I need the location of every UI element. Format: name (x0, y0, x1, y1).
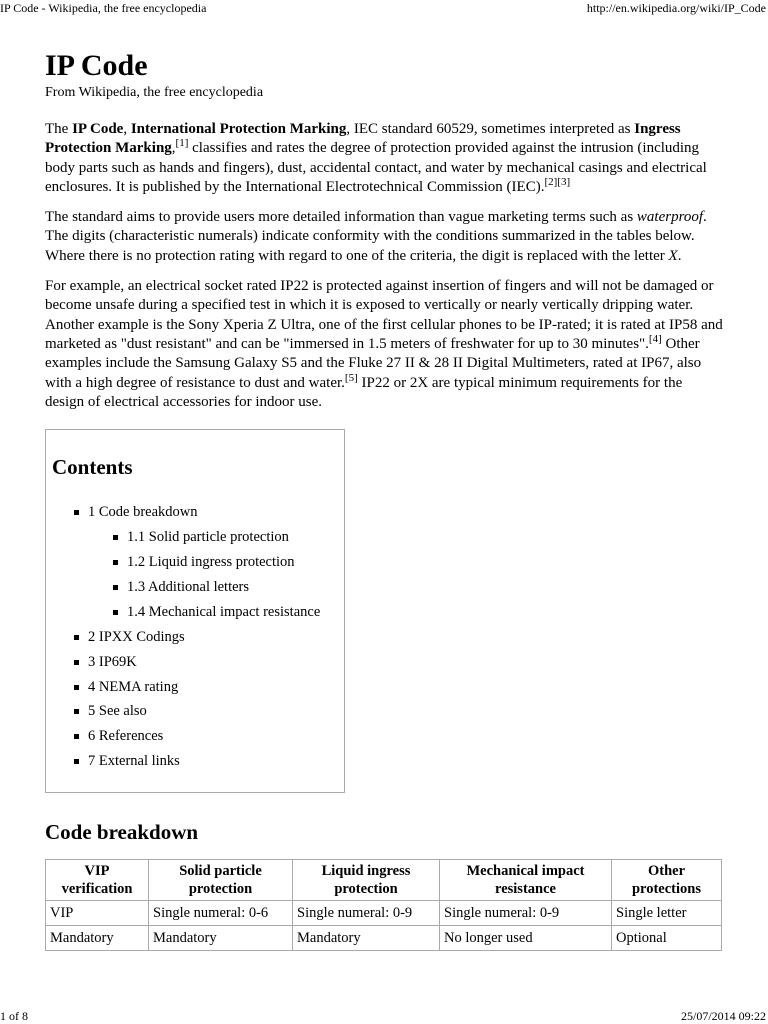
toc-item-solid-particle-protection[interactable]: 1.1 Solid particle protection (52, 525, 338, 550)
italic-waterproof: waterproof (636, 209, 704, 226)
article-title: IP Code (45, 49, 148, 82)
table-cell: Single numeral: 0-9 (440, 901, 612, 926)
bullet-icon (74, 709, 79, 714)
article-content (45, 48, 725, 951)
toc-item-see-also[interactable]: 5 See also (52, 699, 338, 724)
table-of-contents (45, 429, 345, 793)
reference-5[interactable]: [5] (344, 371, 358, 384)
table-cell: Mandatory (293, 926, 440, 951)
bullet-icon (74, 510, 79, 515)
bullet-icon (74, 759, 79, 764)
browser-header (0, 0, 768, 18)
bold-international-protection-marking: International Protection Marking (130, 121, 347, 137)
bullet-icon (113, 535, 118, 540)
code-breakdown-table (45, 859, 722, 951)
browser-footer (0, 1008, 768, 1024)
toc-item-references[interactable]: 6 References (52, 724, 338, 749)
table-header-cell: Mechanical impact resistance (440, 860, 612, 901)
reference-3[interactable]: [3] (557, 175, 571, 188)
table-cell: Mandatory (149, 926, 293, 951)
bold-ip-code: IP Code (72, 121, 124, 137)
example-paragraph: For example, an electrical socket rated IP22 is protected against insertion of fingers and will not be damaged or become unsafe during a specified test in which it is exposed to vertically or nearly vertically dripping water. Another example is the Sony Xperia Z Ultra, one of the first cellular phones to be IP-rated; it is rated at IP58 and marketed as "dust resistant" and can be "immersed in 1.5 meters of freshwater for up to 30 minutes".[4] Other examples include the Samsung Galaxy S5 and the Fluke 27 II & 28 II Digital Multimeters, rated at IP67, also with a high degree of resistance to dust and water.[5] IP22 or 2X are typical minimum requirements for the design of electrical accessories for indoor use. (45, 278, 723, 410)
toc-item-nema-rating[interactable]: 4 NEMA rating (52, 675, 338, 700)
standard-paragraph: The standard aims to provide users more detailed information than vague marketing terms such as waterproof. The digits (characteristic numerals) indicate conformity with the conditions summarized in the tables below. Where there is no protection rating with regard to one of the criteria, the digit is replaced with the letter X. (45, 209, 707, 264)
page-title-header: IP Code - Wikipedia, the free encyclopedia (0, 1, 207, 15)
print-timestamp: 25/07/2014 09:22 (680, 1009, 766, 1023)
table-header-row (46, 860, 722, 901)
toc-title: Contents (52, 455, 133, 480)
bullet-icon (74, 660, 79, 665)
italic-x: X (668, 247, 678, 264)
page-indicator: 1 of 8 (0, 1009, 28, 1023)
table-header-cell: Liquid ingress protection (293, 860, 440, 901)
toc-item-ipxx-codings[interactable]: 2 IPXX Codings (52, 625, 338, 650)
table-row (46, 901, 722, 926)
bullet-icon (74, 734, 79, 739)
toc-list (52, 500, 338, 774)
article-tagline: From Wikipedia, the free encyclopedia (45, 85, 264, 100)
reference-2[interactable]: [2] (544, 175, 558, 188)
toc-item-mechanical-impact-resistance[interactable]: 1.4 Mechanical impact resistance (52, 600, 338, 625)
table-cell: Single letter (612, 901, 722, 926)
bullet-icon (74, 635, 79, 640)
table-cell: Single numeral: 0-6 (149, 901, 293, 926)
table-header-cell: Other protections (612, 860, 722, 901)
table-cell: VIP (46, 901, 149, 926)
bullet-icon (74, 685, 79, 690)
table-cell: Optional (612, 926, 722, 951)
bold-ingress-protection-marking: Ingress Protection Marking (45, 121, 681, 157)
reference-4[interactable]: [4] (648, 332, 662, 345)
table-cell: Single numeral: 0-9 (293, 901, 440, 926)
toc-item-additional-letters[interactable]: 1.3 Additional letters (52, 575, 338, 600)
bullet-icon (113, 610, 118, 615)
toc-item-ip69k[interactable]: 3 IP69K (52, 650, 338, 675)
toc-item-external-links[interactable]: 7 External links (52, 749, 338, 774)
intro-paragraph: The IP Code, International Protection Marking, IEC standard 60529, sometimes interpreted as Ingress Protection Marking,[1] classifies and rates the degree of protection provided against the intrusion (including body parts such as hands and fingers), dust, accidental contact, and water by mechanical casings and electrical enclosures. It is published by the International Electrotechnical Commission (IEC).[2][3] (45, 121, 707, 195)
table-cell: No longer used (440, 926, 612, 951)
table-header-cell: VIP verification (46, 860, 149, 901)
table-cell: Mandatory (46, 926, 149, 951)
toc-item-liquid-ingress-protection[interactable]: 1.2 Liquid ingress protection (52, 550, 338, 575)
toc-item-code-breakdown[interactable]: 1 Code breakdown (52, 500, 338, 525)
reference-1[interactable]: [1] (175, 137, 189, 150)
page-url[interactable]: http://en.wikipedia.org/wiki/IP_Code (586, 1, 766, 15)
table-row (46, 926, 722, 951)
section-heading-code-breakdown: Code breakdown (45, 820, 199, 845)
bullet-icon (113, 560, 118, 565)
table-header-cell: Solid particle protection (149, 860, 293, 901)
bullet-icon (113, 585, 118, 590)
